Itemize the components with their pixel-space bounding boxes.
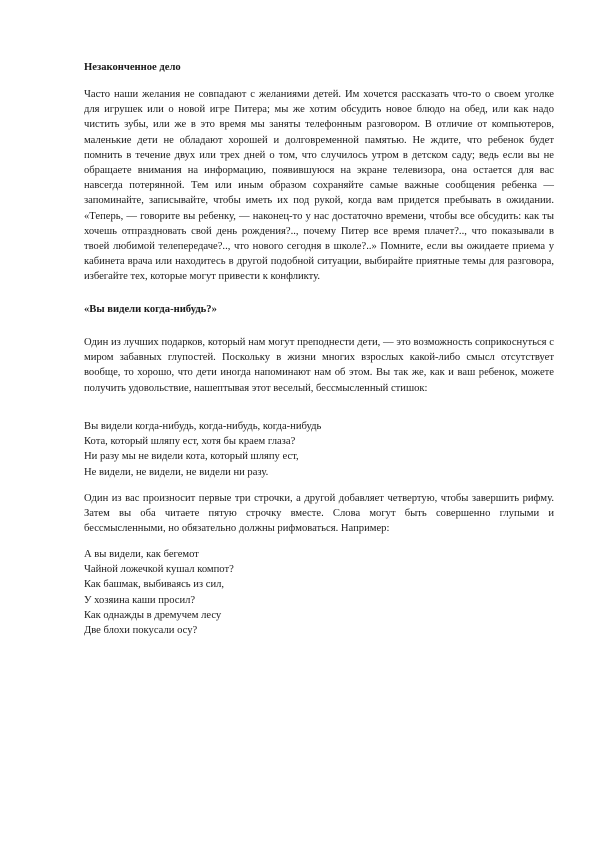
poem-line: Как однажды в дремучем лесу — [84, 609, 222, 621]
rules-paragraph: Один из вас произносит первые три строчки, а другой добавляет четвертую, чтобы завершить рифму. Затем вы оба читаете пятую строчку вместе. Слова могут быть совершенно глупыми и бессмысленными, но обязательно должны рифмоваться. Например: — [84, 493, 554, 535]
document-title: Незаконченное дело — [84, 62, 181, 73]
section-heading: «Вы видели когда-нибудь?» — [84, 304, 217, 315]
poem-line: Вы видели когда-нибудь, когда-нибудь, когда-нибудь — [84, 421, 322, 432]
poem-line: У хозяина каши просил? — [84, 594, 196, 606]
poem-line: Чайной ложечкой кушал компот? — [84, 564, 234, 576]
poem-line: Кота, который шляпу ест, хотя бы краем глаза? — [84, 436, 296, 448]
poem-line: Ни разу мы не видели кота, который шляпу ест, — [84, 451, 299, 463]
poem-line: Как башмак, выбиваясь из сил, — [84, 579, 225, 591]
poem-line: А вы видели, как бегемот — [84, 549, 199, 560]
poem-hippo — [84, 547, 554, 638]
gift-paragraph: Один из лучших подарков, который нам могут преподнести дети, — это возможность соприкоснуться с миром забавных глупостей. Поскольку в жизни многих взрослых какой-либо смысл отсутствует вообще, то хорошо, что дети иногда напоминают нам об этом. Вы так же, как и ваш ребенок, можете получить удовольствие, нашептывая этот веселый, бессмысленный стишок: — [84, 337, 554, 394]
poem-cat — [84, 419, 554, 480]
poem-line: Не видели, не видели, не видели ни разу. — [84, 466, 269, 478]
intro-paragraph: Часто наши желания не совпадают с желаниями детей. Им хочется рассказать что-то о своем уголке для игрушек или о новой игре Питера; мы же хотим обсудить новое блюдо на обед, или как надо чистить зубы, или же в это время мы заняты телефонным разговором. В отличие от компьютеров, маленькие дети не обладают хорошей и долговременной памятью. Не ждите, что ребенок будет помнить в течение двух или трех дней о том, что случилось утром в детском саду; ведь если вы не обращаете внимания на информацию, появившуюся на экране телевизора, она остается для вас навсегда потерянной. Тем или иным образом сохраняйте самые важные сообщения ребенка — запоминайте, записывайте, чтобы иметь их под рукой, когда вам придется пребывать в ожидании. «Теперь, — говорите вы ребенку, — наконец-то у нас достаточно времени, чтобы все обсудить: как ты хочешь отпраздновать свой день рождения?.., почему Питер все время плачет?.., что показывали в твоей любимой телепередаче?.., что нового сегодня в школе?..» Помните, если вы ожидаете приема у кабинета врача или находитесь в другой подобной ситуации, выбирайте приятные темы для разговора, избегайте тех, которые могут привести к конфликту. — [84, 89, 554, 283]
poem-line: Две блохи покусали осу? — [84, 625, 198, 637]
